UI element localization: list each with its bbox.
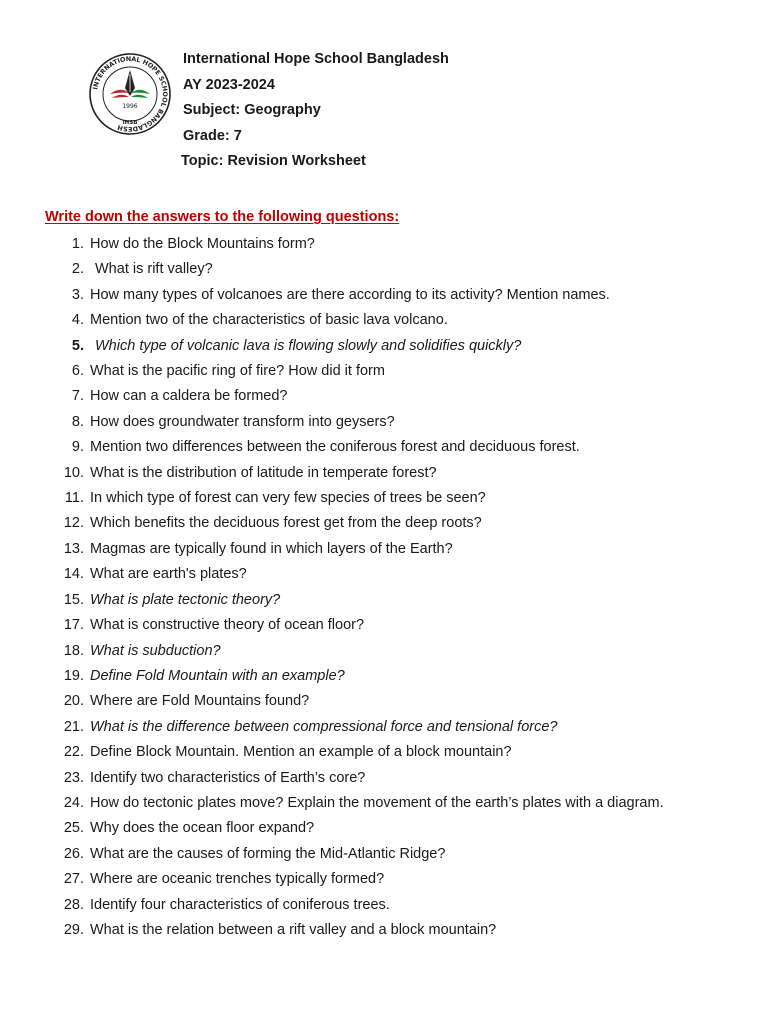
question-number: 3. — [71, 286, 84, 303]
question-number: 6. — [71, 363, 84, 380]
question-item — [0, 435, 768, 460]
subject-line: Subject: Geography — [183, 102, 321, 118]
question-item — [0, 511, 768, 536]
question-item — [0, 791, 768, 816]
question-item — [0, 308, 768, 333]
question-text: Mention two differences between the coniferous forest and deciduous forest. — [90, 439, 580, 456]
question-item — [0, 588, 768, 613]
question-number: 23. — [63, 769, 84, 786]
question-text: What is subduction? — [90, 642, 221, 659]
question-number: 14. — [63, 566, 84, 583]
question-item — [0, 664, 768, 689]
question-item — [0, 766, 768, 791]
question-item — [0, 893, 768, 918]
question-text: Which benefits the deciduous forest get from the deep roots? — [90, 515, 482, 532]
school-name: International Hope School Bangladesh — [183, 51, 449, 67]
question-number: 12. — [63, 515, 84, 532]
question-text: How can a caldera be formed? — [90, 388, 288, 405]
question-item — [0, 918, 768, 943]
question-text: What are earth's plates? — [90, 566, 247, 583]
question-number: 11. — [64, 490, 84, 507]
question-text: What is the relation between a rift valley and a block mountain? — [90, 921, 497, 938]
question-number: 9. — [71, 439, 84, 456]
question-item — [0, 842, 768, 867]
question-number: 27. — [63, 871, 84, 888]
question-item — [0, 359, 768, 384]
question-item — [0, 410, 768, 435]
question-item — [0, 740, 768, 765]
question-number: 26. — [63, 845, 84, 862]
question-text: Why does the ocean floor expand? — [90, 820, 315, 837]
question-item — [0, 639, 768, 664]
question-number: 22. — [63, 744, 84, 761]
question-number: 15. — [63, 591, 84, 608]
question-item — [0, 486, 768, 511]
question-text: Define Fold Mountain with an example? — [90, 667, 345, 684]
question-text: How do tectonic plates move? Explain the movement of the earth’s plates with a diagram. — [90, 794, 664, 811]
logo-year: 1996 — [122, 103, 138, 110]
question-number: 2. — [71, 261, 84, 278]
question-number: 7. — [71, 388, 84, 405]
topic-line: Topic: Revision Worksheet — [181, 153, 366, 169]
question-number: 10. — [63, 464, 84, 481]
question-number: 17. — [63, 617, 84, 634]
question-item — [0, 537, 768, 562]
question-item — [0, 562, 768, 587]
grade-line: Grade: 7 — [183, 127, 242, 144]
question-text: What is the pacific ring of fire? How did it form — [90, 363, 385, 380]
question-text: What is the difference between compressional force and tensional force? — [90, 718, 558, 735]
question-text: Where are oceanic trenches typically formed? — [90, 871, 385, 888]
question-item — [0, 461, 768, 486]
question-text: Which type of volcanic lava is flowing slowly and solidifies quickly? — [95, 337, 522, 354]
question-text: How do the Block Mountains form? — [90, 236, 315, 252]
question-text: Identify two characteristics of Earth’s core? — [90, 769, 366, 786]
academic-year: AY 2023-2024 — [183, 76, 275, 93]
question-number: 29. — [63, 921, 84, 938]
question-text: What is constructive theory of ocean floor? — [90, 617, 365, 634]
question-text: What is rift valley? — [95, 261, 213, 278]
question-number: 18. — [63, 642, 84, 659]
question-text: What is the distribution of latitude in temperate forest? — [90, 464, 437, 481]
question-number: 5. — [71, 337, 84, 354]
instruction-heading: Write down the answers to the following questions: — [45, 209, 400, 225]
question-list — [0, 232, 768, 943]
question-text: Where are Fold Mountains found? — [90, 693, 310, 710]
question-text: Mention two of the characteristics of basic lava volcano. — [90, 312, 448, 329]
question-number: 19. — [63, 667, 84, 684]
question-item — [0, 283, 768, 308]
question-number: 24. — [63, 794, 84, 811]
question-item — [0, 867, 768, 892]
question-text: In which type of forest can very few species of trees be seen? — [90, 490, 486, 507]
question-number: 13. — [63, 540, 84, 557]
question-item — [0, 384, 768, 409]
question-text: What is plate tectonic theory? — [90, 591, 281, 608]
logo-ring-text: INTERNATIONAL HOPE SCHOOL BANGLADESH — [91, 54, 170, 134]
question-text: How many types of volcanoes are there according to its activity? Mention names. — [90, 286, 610, 303]
school-logo — [88, 52, 172, 136]
question-item — [0, 816, 768, 841]
question-text: Define Block Mountain. Mention an example of a block mountain? — [90, 744, 512, 761]
question-number: 25. — [63, 820, 84, 837]
question-text: What are the causes of forming the Mid-Atlantic Ridge? — [90, 845, 446, 862]
question-number: 8. — [71, 413, 84, 430]
worksheet-header — [183, 47, 449, 175]
question-text: How does groundwater transform into geysers? — [90, 413, 395, 430]
question-item — [0, 715, 768, 740]
question-text: Magmas are typically found in which layers of the Earth? — [90, 540, 453, 557]
question-item — [0, 257, 768, 282]
question-number: 1. — [71, 236, 84, 252]
question-item — [0, 613, 768, 638]
logo-abbr: IHSB — [122, 120, 138, 126]
question-number: 21. — [63, 718, 84, 735]
question-text: Identify four characteristics of coniferous trees. — [90, 896, 390, 913]
question-item — [0, 232, 768, 257]
question-item — [0, 689, 768, 714]
question-number: 20. — [63, 693, 84, 710]
question-item — [0, 334, 768, 359]
question-number: 4. — [71, 312, 84, 329]
question-number: 28. — [63, 896, 84, 913]
